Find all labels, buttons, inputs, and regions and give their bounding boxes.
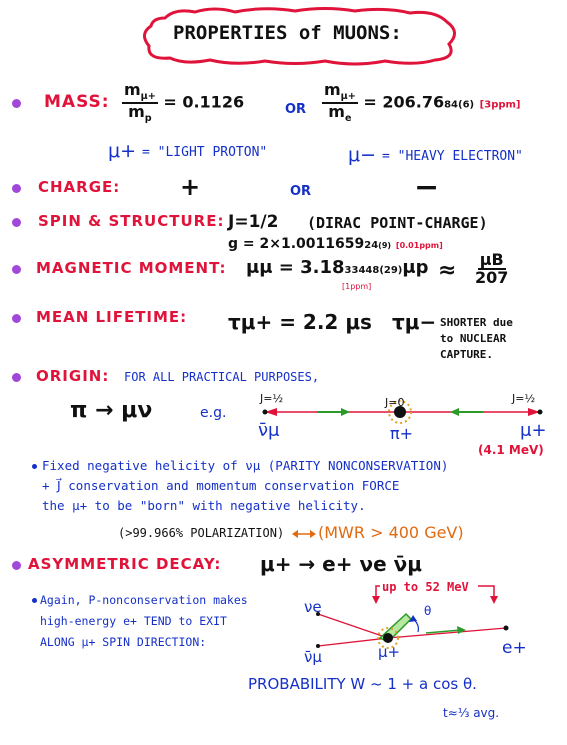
charge-or: OR bbox=[290, 184, 312, 199]
g-factor: g = 2×1.001165924(9) [0.01ppm] bbox=[228, 236, 443, 252]
bullet-magnetic bbox=[12, 265, 21, 274]
polarization: (>99.966% POLARIZATION) bbox=[118, 526, 285, 540]
j-mid: J=0 bbox=[385, 396, 405, 409]
bohr-fraction: $\frac{\mu B}{207}$ bbox=[475, 250, 509, 287]
muon-energy: (4.1 MeV) bbox=[478, 443, 544, 457]
charge-plus: + bbox=[180, 173, 201, 201]
lifetime-note: SHORTER due to NUCLEAR CAPTURE. bbox=[440, 316, 513, 361]
g-ppm: [0.01ppm] bbox=[395, 241, 443, 250]
magnetic-moment-value: μμ = 3.1833448(29)μp bbox=[246, 257, 429, 278]
electron-neutrino: νe bbox=[304, 598, 322, 616]
bullet-helicity bbox=[32, 464, 37, 469]
spin-j: J=1/2 bbox=[228, 212, 279, 232]
double-arrow bbox=[292, 528, 316, 540]
eg-label: e.g. bbox=[200, 405, 227, 421]
probability-formula: PROBABILITY W ~ 1 + a cos θ. bbox=[248, 675, 477, 693]
muon-decay-reaction: μ+ → e+ νe ν̄μ bbox=[260, 552, 422, 576]
magnetic-ppm: [1ppm] bbox=[342, 282, 372, 291]
bullet-origin bbox=[12, 373, 21, 382]
helicity-paragraph: Fixed negative helicity of νμ (PARITY NONCONSERVATION) + J⃗ conservation and momentum conservation FORCE the μ+ to be "born" with negative helicity. bbox=[42, 458, 449, 513]
j-right: J=½ bbox=[512, 392, 536, 405]
j-left: J=½ bbox=[260, 392, 284, 405]
magnetic-label: MAGNETIC MOMENT: bbox=[36, 259, 227, 277]
heavy-electron-label: = "HEAVY ELECTRON" bbox=[382, 149, 523, 164]
muon-label-decay: μ+ bbox=[378, 643, 401, 661]
muplus-symbol: μ+ bbox=[108, 140, 137, 162]
antineutrino-label: ν̄μ bbox=[258, 420, 280, 441]
muon-label-origin: μ+ bbox=[520, 420, 547, 441]
mass-label: MASS: bbox=[44, 92, 110, 112]
bullet-spin bbox=[12, 218, 21, 227]
positron-label: e+ bbox=[502, 638, 527, 658]
theta-label: θ bbox=[424, 604, 432, 618]
origin-label: ORIGIN: bbox=[36, 367, 110, 385]
mass-ratio-proton-value: = 0.1126 bbox=[163, 92, 245, 112]
wr-mass-limit: (MWR > 400 GeV) bbox=[318, 523, 464, 542]
lifetime-label: MEAN LIFETIME: bbox=[36, 308, 188, 326]
lifetime-value: τμ+ = 2.2 μs bbox=[228, 310, 372, 334]
decay-diagram bbox=[296, 598, 526, 668]
mass-ppm: [3ppm] bbox=[479, 99, 521, 111]
tau-minus: τμ− bbox=[392, 310, 437, 334]
bullet-decay-note bbox=[32, 598, 37, 603]
page-title: PROPERTIES of MUONS: bbox=[173, 22, 402, 44]
origin-desc: FOR ALL PRACTICAL PURPOSES, bbox=[124, 370, 320, 384]
muon-antineutrino: ν̄μ bbox=[304, 648, 322, 666]
approx-sign: ≈ bbox=[438, 258, 457, 283]
bullet-decay bbox=[12, 561, 21, 570]
charge-minus: − bbox=[414, 170, 440, 205]
light-proton-label: = "LIGHT PROTON" bbox=[142, 145, 268, 160]
decay-label: ASYMMETRIC DECAY: bbox=[28, 555, 222, 573]
mass-or: OR bbox=[285, 102, 307, 117]
dirac-point-charge: (DIRAC POINT-CHARGE) bbox=[307, 214, 488, 232]
mass-ratio-proton: $\frac{m_{\mu+}}{m_p}$ = 0.1126 bbox=[124, 80, 245, 124]
decay-note: Again, P-nonconservation makes high-energy e+ TEND to EXIT ALONG μ+ SPIN DIRECTION: bbox=[40, 593, 248, 649]
muminus-symbol: μ− bbox=[348, 144, 377, 166]
bullet-charge bbox=[12, 184, 21, 193]
pion-decay: π → μν bbox=[70, 398, 153, 423]
bullet-lifetime bbox=[12, 314, 21, 323]
bullet-mass bbox=[12, 99, 21, 108]
average-note: t≈⅓ avg. bbox=[443, 706, 500, 720]
charge-label: CHARGE: bbox=[38, 178, 121, 196]
pion-label: π+ bbox=[390, 424, 414, 443]
spin-label: SPIN & STRUCTURE: bbox=[38, 212, 225, 230]
mass-ratio-electron: $\frac{m_{\mu+}}{m_e}$ = 206.7684(6) [3ppm] bbox=[324, 80, 521, 124]
energy-up-to: up to 52 MeV bbox=[382, 580, 469, 594]
